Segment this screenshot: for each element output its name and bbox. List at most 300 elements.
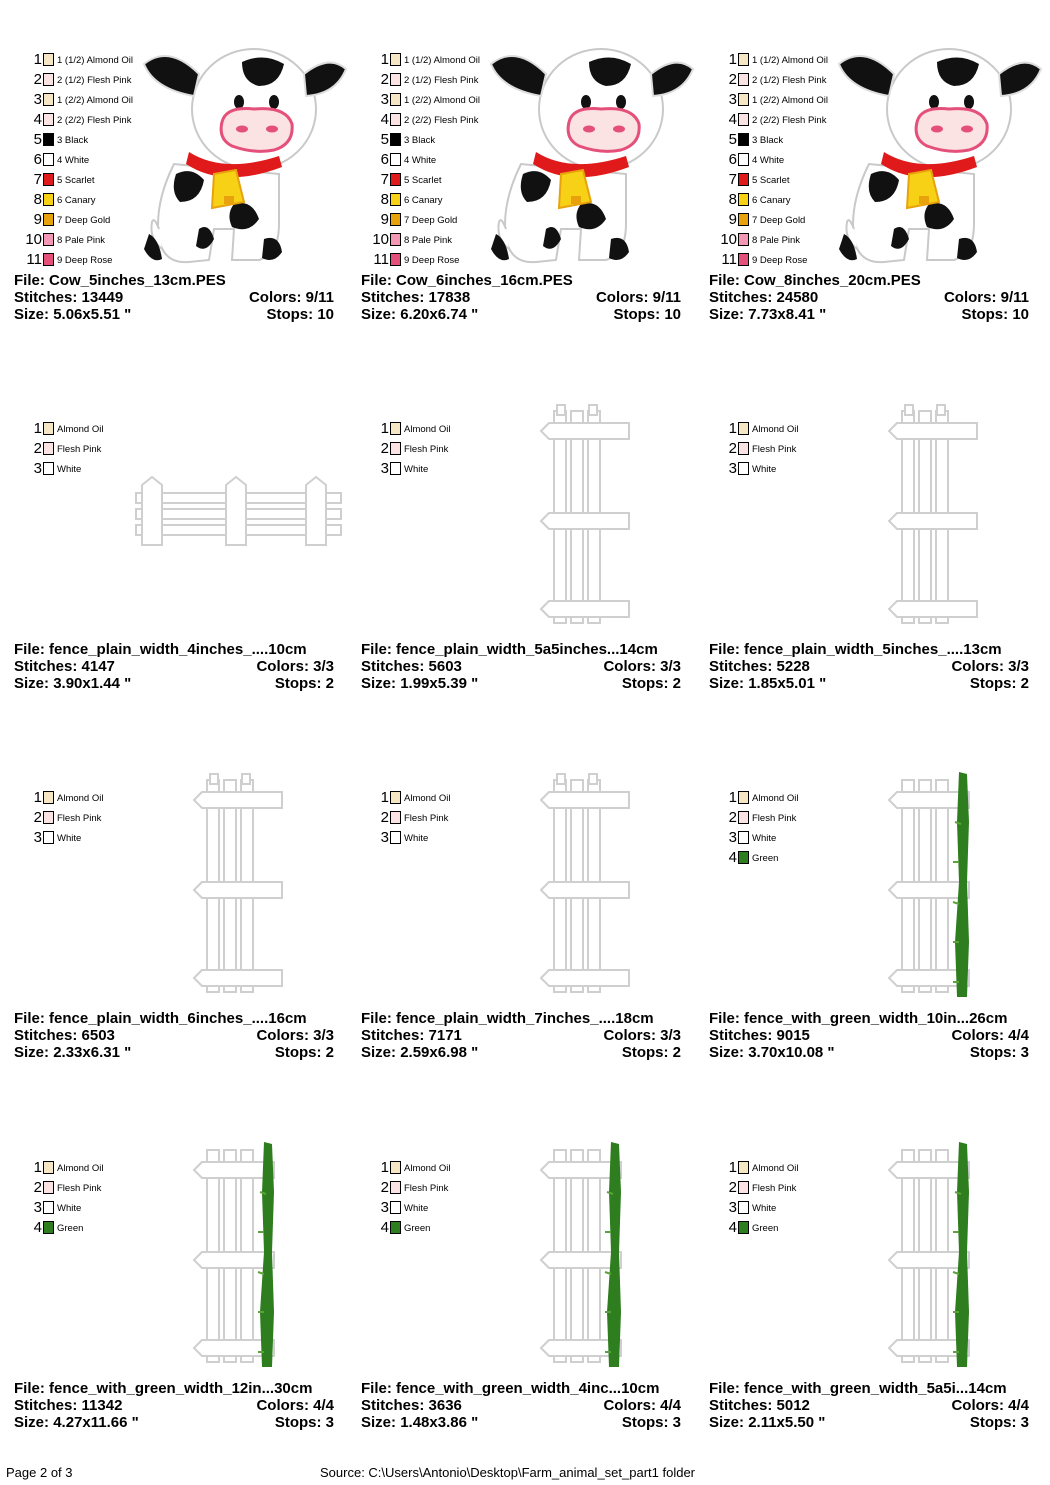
stops-value: 10: [1012, 306, 1029, 323]
colors-value: 3/3: [313, 1027, 334, 1044]
fence-with-grass-image: [114, 1132, 354, 1382]
design-info: [709, 641, 1029, 692]
palette-number: 6: [728, 151, 737, 168]
file-label: File:: [14, 1010, 45, 1027]
color-swatch: [390, 1221, 401, 1234]
palette-number: 2: [380, 440, 389, 457]
palette-number: 2: [33, 1179, 42, 1196]
design-info: [14, 641, 334, 692]
palette-color-name: 3 Black: [404, 135, 436, 146]
color-swatch: [390, 213, 401, 226]
palette-color-name: 7 Deep Gold: [752, 215, 806, 226]
palette-color-name: 2 (1/2) Flesh Pink: [404, 75, 479, 86]
file-line: [361, 641, 681, 658]
file-name: fence_with_green_width_10in...26cm: [744, 1010, 1008, 1027]
palette-color-name: Flesh Pink: [57, 444, 102, 455]
stitches-value: 5603: [428, 658, 462, 675]
palette-color-name: White: [752, 464, 777, 475]
palette-number: 5: [380, 131, 389, 148]
stops-value: 2: [1020, 675, 1029, 692]
colors-count: [603, 1027, 681, 1044]
design-info: [361, 641, 681, 692]
stops-value: 2: [325, 1044, 334, 1061]
stitches-label: Stitches:: [14, 658, 78, 675]
color-swatch: [43, 791, 54, 804]
color-swatch: [43, 133, 54, 146]
stops-count: [275, 1414, 334, 1431]
palette-number: 7: [728, 171, 737, 188]
palette-color-name: 6 Canary: [752, 195, 791, 206]
color-swatch: [390, 1181, 401, 1194]
palette-number: 3: [728, 1199, 737, 1216]
stitches-value: 5228: [776, 658, 810, 675]
color-swatch: [738, 442, 749, 455]
design-card: [14, 762, 354, 1107]
design-card: [709, 1132, 1049, 1477]
file-label: File:: [14, 272, 45, 289]
design-info: [14, 272, 334, 323]
palette-number: 4: [33, 111, 42, 128]
file-label: File:: [14, 1380, 45, 1397]
palette-number: 3: [380, 1199, 389, 1216]
color-swatch: [738, 73, 749, 86]
colors-value: 4/4: [313, 1397, 334, 1414]
page-number: Page 2 of 3: [6, 1465, 73, 1480]
source-path: Source: C:\Users\Antonio\Desktop\Farm_animal_set_part1 folder: [320, 1465, 696, 1480]
palette-number: 10: [720, 231, 737, 248]
color-swatch: [390, 73, 401, 86]
palette-number: 1: [380, 420, 389, 437]
colors-label: Colors:: [943, 289, 997, 306]
palette-number: 5: [728, 131, 737, 148]
color-swatch: [43, 73, 54, 86]
palette-color-name: 1 (2/2) Almond Oil: [752, 95, 829, 106]
palette-color-name: 8 Pale Pink: [404, 235, 453, 246]
design-card: [14, 1132, 354, 1477]
fence-with-grass-image: [461, 1132, 701, 1382]
file-name: fence_with_green_width_5a5i...14cm: [744, 1380, 1007, 1397]
palette-number: 2: [33, 71, 42, 88]
stops-label: Stops:: [266, 306, 314, 323]
stitches-label: Stitches:: [709, 1027, 773, 1044]
design-info: [14, 1010, 334, 1061]
palette-color-name: White: [404, 833, 429, 844]
palette-color-name: 1 (1/2) Almond Oil: [752, 55, 829, 66]
palette-number: 2: [728, 1179, 737, 1196]
palette-color-name: 5 Scarlet: [752, 175, 790, 186]
stops-count: [613, 306, 681, 323]
stitches-line: [14, 658, 334, 675]
palette-color-name: White: [57, 833, 82, 844]
design-info: [709, 1010, 1029, 1061]
color-swatch: [43, 93, 54, 106]
palette-color-name: 7 Deep Gold: [404, 215, 458, 226]
palette-color-name: 3 Black: [752, 135, 784, 146]
design-preview: [114, 1132, 354, 1382]
design-preview: [461, 1132, 701, 1382]
palette-color-name: 2 (2/2) Flesh Pink: [752, 115, 827, 126]
palette-number: 6: [33, 151, 42, 168]
size-line: [14, 675, 334, 692]
palette-number: 11: [721, 251, 737, 268]
colors-value: 3/3: [1008, 658, 1029, 675]
file-line: [14, 1010, 334, 1027]
file-label: File:: [709, 1380, 740, 1397]
palette-number: 3: [728, 91, 737, 108]
palette-color-name: Flesh Pink: [752, 813, 797, 824]
color-swatch: [738, 1181, 749, 1194]
color-swatch: [43, 462, 54, 475]
colors-value: 3/3: [660, 658, 681, 675]
file-label: File:: [14, 641, 45, 658]
design-card: [361, 24, 701, 369]
file-name: fence_with_green_width_12in...30cm: [49, 1380, 313, 1397]
size-label: Size:: [709, 1044, 745, 1061]
stitches-value: 17838: [428, 289, 471, 306]
palette-color-name: Almond Oil: [404, 1163, 451, 1174]
color-swatch: [390, 253, 401, 266]
stops-label: Stops:: [274, 1044, 322, 1061]
colors-count: [256, 658, 334, 675]
color-swatch: [390, 811, 401, 824]
palette-number: 1: [728, 51, 737, 68]
colors-label: Colors:: [595, 289, 649, 306]
design-preview: [461, 393, 701, 643]
palette-number: 2: [33, 809, 42, 826]
colors-count: [951, 1027, 1029, 1044]
size-value: 4.27x11.66 ": [53, 1414, 139, 1431]
color-swatch: [43, 253, 54, 266]
palette-number: 3: [728, 460, 737, 477]
size-value: 2.59x6.98 ": [400, 1044, 479, 1061]
color-swatch: [43, 53, 54, 66]
color-swatch: [43, 1181, 54, 1194]
stitches-value: 5012: [776, 1397, 810, 1414]
colors-count: [951, 1397, 1029, 1414]
size-value: 5.06x5.51 ": [53, 306, 132, 323]
stitches-value: 4147: [81, 658, 115, 675]
color-swatch: [390, 1201, 401, 1214]
stitches-label: Stitches:: [361, 289, 425, 306]
colors-value: 3/3: [313, 658, 334, 675]
file-line: [14, 1380, 334, 1397]
stitches-value: 6503: [81, 1027, 115, 1044]
stitches-value: 24580: [776, 289, 819, 306]
file-line: [709, 641, 1029, 658]
colors-count: [603, 1397, 681, 1414]
color-swatch: [390, 93, 401, 106]
color-swatch: [390, 442, 401, 455]
palette-number: 1: [33, 1159, 42, 1176]
palette-color-name: 3 Black: [57, 135, 89, 146]
color-swatch: [43, 1201, 54, 1214]
size-line: [361, 1414, 681, 1431]
palette-number: 6: [380, 151, 389, 168]
palette-number: 9: [33, 211, 42, 228]
palette-number: 2: [380, 809, 389, 826]
design-info: [361, 1380, 681, 1431]
design-card: [361, 393, 701, 738]
size-line: [14, 306, 334, 323]
colors-count: [596, 289, 681, 306]
design-preview: [461, 762, 701, 1012]
stitches-label: Stitches:: [709, 289, 773, 306]
colors-count: [256, 1397, 334, 1414]
palette-color-name: Flesh Pink: [404, 813, 449, 824]
palette-color-name: 9 Deep Rose: [404, 255, 460, 266]
palette-color-name: Almond Oil: [404, 793, 451, 804]
palette-number: 3: [380, 829, 389, 846]
cow-embroidery-image: [114, 24, 354, 274]
design-card: [709, 762, 1049, 1107]
color-swatch: [738, 93, 749, 106]
stitches-line: [14, 1397, 334, 1414]
stops-count: [275, 675, 334, 692]
stops-label: Stops:: [969, 1044, 1017, 1061]
file-line: [361, 1010, 681, 1027]
stops-value: 2: [672, 1044, 681, 1061]
size-line: [14, 1044, 334, 1061]
stitches-label: Stitches:: [709, 1397, 773, 1414]
file-label: File:: [361, 1010, 392, 1027]
stitches-value: 11342: [81, 1397, 123, 1414]
palette-color-name: White: [57, 1203, 82, 1214]
colors-label: Colors:: [603, 1397, 656, 1414]
color-swatch: [738, 1221, 749, 1234]
palette-number: 2: [380, 1179, 389, 1196]
stops-label: Stops:: [621, 1414, 669, 1431]
size-line: [709, 1414, 1029, 1431]
color-swatch: [43, 831, 54, 844]
color-swatch: [390, 153, 401, 166]
colors-label: Colors:: [248, 289, 302, 306]
vertical-fence-image: [461, 393, 701, 643]
color-swatch: [390, 791, 401, 804]
palette-number: 4: [728, 111, 737, 128]
file-name: fence_plain_width_4inches_....10cm: [49, 641, 307, 658]
palette-color-name: 5 Scarlet: [404, 175, 442, 186]
stops-count: [970, 675, 1029, 692]
palette-color-name: Flesh Pink: [752, 444, 797, 455]
stops-value: 3: [1020, 1044, 1029, 1061]
palette-number: 1: [728, 1159, 737, 1176]
palette-color-name: Flesh Pink: [404, 444, 449, 455]
palette-number: 7: [380, 171, 389, 188]
palette-color-name: 4 White: [752, 155, 785, 166]
color-swatch: [390, 193, 401, 206]
color-swatch: [738, 851, 749, 864]
stops-count: [622, 1414, 681, 1431]
palette-number: 1: [728, 789, 737, 806]
file-line: [709, 272, 1029, 289]
color-swatch: [390, 422, 401, 435]
color-swatch: [43, 213, 54, 226]
color-swatch: [738, 133, 749, 146]
file-name: fence_with_green_width_4inc...10cm: [396, 1380, 660, 1397]
color-swatch: [738, 53, 749, 66]
palette-number: 2: [33, 440, 42, 457]
file-label: File:: [361, 641, 392, 658]
colors-label: Colors:: [256, 658, 309, 675]
colors-label: Colors:: [951, 658, 1004, 675]
design-preview: [114, 24, 354, 274]
stops-label: Stops:: [274, 675, 322, 692]
stops-value: 3: [672, 1414, 681, 1431]
file-name: fence_plain_width_5inches_....13cm: [744, 641, 1002, 658]
file-label: File:: [709, 272, 740, 289]
palette-color-name: 9 Deep Rose: [57, 255, 113, 266]
palette-color-name: 9 Deep Rose: [752, 255, 808, 266]
palette-color-name: 1 (2/2) Almond Oil: [404, 95, 481, 106]
palette-color-name: 2 (2/2) Flesh Pink: [57, 115, 132, 126]
color-swatch: [43, 153, 54, 166]
color-swatch: [390, 173, 401, 186]
design-card: [709, 393, 1049, 738]
color-swatch: [738, 113, 749, 126]
palette-color-name: Almond Oil: [752, 1163, 799, 1174]
palette-number: 8: [33, 191, 42, 208]
size-label: Size:: [709, 675, 745, 692]
palette-number: 3: [728, 829, 737, 846]
palette-color-name: 5 Scarlet: [57, 175, 95, 186]
palette-number: 3: [33, 91, 42, 108]
design-preview: [809, 393, 1049, 643]
palette-number: 8: [728, 191, 737, 208]
size-value: 1.48x3.86 ": [400, 1414, 479, 1431]
colors-count: [603, 658, 681, 675]
file-name: Cow_5inches_13cm.PES: [49, 272, 226, 289]
design-info: [361, 272, 681, 323]
palette-number: 11: [26, 251, 42, 268]
color-swatch: [390, 462, 401, 475]
stitches-line: [709, 1027, 1029, 1044]
stops-count: [961, 306, 1029, 323]
palette-color-name: 8 Pale Pink: [752, 235, 801, 246]
stops-count: [970, 1044, 1029, 1061]
color-swatch: [738, 462, 749, 475]
color-swatch: [43, 173, 54, 186]
size-label: Size:: [709, 306, 745, 323]
color-swatch: [738, 422, 749, 435]
stops-label: Stops:: [274, 1414, 322, 1431]
size-label: Size:: [709, 1414, 745, 1431]
colors-label: Colors:: [603, 658, 656, 675]
stitches-value: 13449: [81, 289, 124, 306]
palette-color-name: 8 Pale Pink: [57, 235, 106, 246]
palette-color-name: Almond Oil: [57, 424, 104, 435]
design-preview: [114, 762, 354, 1012]
palette-color-name: White: [752, 1203, 777, 1214]
palette-number: 10: [372, 231, 389, 248]
size-line: [361, 1044, 681, 1061]
design-info: [361, 1010, 681, 1061]
stitches-label: Stitches:: [14, 289, 78, 306]
stops-value: 3: [325, 1414, 334, 1431]
design-preview: [809, 762, 1049, 1012]
color-swatch: [390, 113, 401, 126]
palette-color-name: White: [404, 464, 429, 475]
stitches-label: Stitches:: [361, 658, 425, 675]
palette-color-name: Almond Oil: [57, 793, 104, 804]
file-line: [709, 1010, 1029, 1027]
file-label: File:: [361, 272, 392, 289]
size-value: 3.90x1.44 ": [53, 675, 132, 692]
design-preview: [461, 24, 701, 274]
stitches-line: [361, 658, 681, 675]
color-swatch: [43, 422, 54, 435]
palette-number: 10: [25, 231, 42, 248]
color-swatch: [738, 153, 749, 166]
size-label: Size:: [361, 675, 397, 692]
palette-number: 3: [33, 460, 42, 477]
colors-value: 4/4: [660, 1397, 681, 1414]
palette-number: 1: [33, 51, 42, 68]
colors-value: 4/4: [1008, 1027, 1029, 1044]
colors-value: 9/11: [305, 289, 334, 306]
colors-value: 4/4: [1008, 1397, 1029, 1414]
design-card: [361, 1132, 701, 1477]
palette-number: 1: [380, 1159, 389, 1176]
size-value: 2.11x5.50 ": [748, 1414, 826, 1431]
colors-count: [249, 289, 334, 306]
palette-number: 3: [33, 1199, 42, 1216]
color-swatch: [43, 113, 54, 126]
stitches-line: [709, 1397, 1029, 1414]
stops-label: Stops:: [613, 306, 661, 323]
size-line: [361, 675, 681, 692]
cow-embroidery-image: [461, 24, 701, 274]
palette-color-name: Green: [57, 1223, 84, 1234]
design-card: [14, 393, 354, 738]
color-swatch: [738, 253, 749, 266]
palette-number: 2: [728, 71, 737, 88]
size-line: [709, 306, 1029, 323]
size-label: Size:: [14, 675, 50, 692]
stops-label: Stops:: [969, 675, 1017, 692]
colors-count: [256, 1027, 334, 1044]
palette-color-name: 2 (1/2) Flesh Pink: [752, 75, 827, 86]
palette-color-name: Almond Oil: [404, 424, 451, 435]
color-swatch: [43, 1161, 54, 1174]
stitches-label: Stitches:: [361, 1397, 425, 1414]
palette-number: 4: [728, 1219, 737, 1236]
fence-with-grass-image: [809, 1132, 1049, 1382]
design-info: [14, 1380, 334, 1431]
fence-with-grass-image: [809, 762, 1049, 1012]
file-label: File:: [709, 641, 740, 658]
palette-number: 3: [380, 91, 389, 108]
stops-label: Stops:: [969, 1414, 1017, 1431]
design-card: [709, 24, 1049, 369]
palette-color-name: 4 White: [57, 155, 90, 166]
size-label: Size:: [14, 306, 50, 323]
palette-number: 1: [380, 51, 389, 68]
stitches-line: [709, 658, 1029, 675]
file-line: [709, 1380, 1029, 1397]
stops-value: 3: [1020, 1414, 1029, 1431]
palette-number: 1: [380, 789, 389, 806]
size-value: 3.70x10.08 ": [748, 1044, 835, 1061]
palette-color-name: 2 (2/2) Flesh Pink: [404, 115, 479, 126]
palette-number: 1: [33, 789, 42, 806]
stops-value: 10: [317, 306, 334, 323]
stops-value: 10: [664, 306, 681, 323]
stops-count: [266, 306, 334, 323]
palette-number: 1: [728, 420, 737, 437]
palette-color-name: White: [752, 833, 777, 844]
size-label: Size:: [361, 1044, 397, 1061]
size-value: 7.73x8.41 ": [748, 306, 827, 323]
